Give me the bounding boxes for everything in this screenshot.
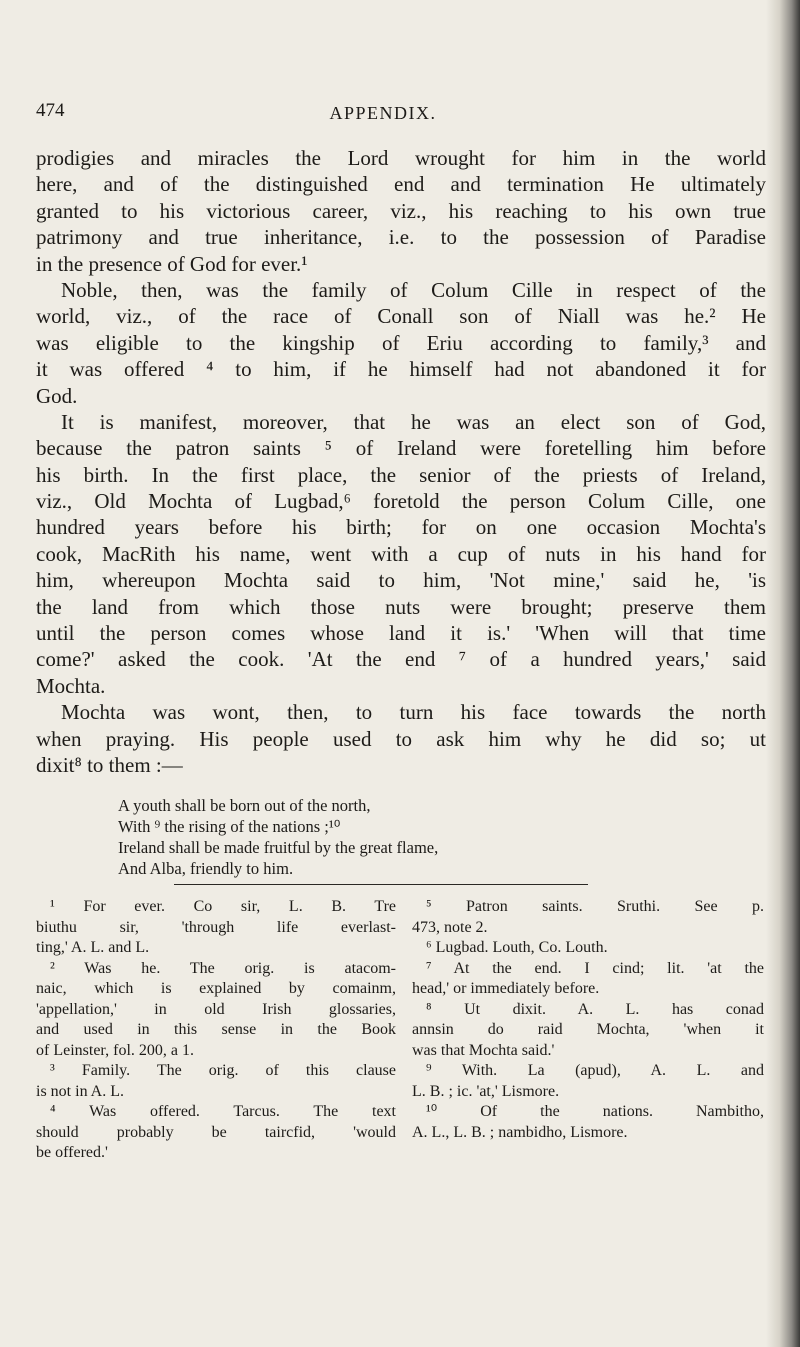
text-line: God. [36,383,78,408]
text-line: world, viz., of the race of Conall son of Niall was he.² He [36,304,766,329]
text-line: here, and of the distinguished end and termination He ultimately [36,172,766,197]
footnote-line: A. L., L. B. ; nambidho, Lismore. [412,1123,628,1141]
footnote-line: 473, note 2. [412,918,488,936]
footnote-line: ⁷ At the end. I cind; lit. 'at the [426,959,764,977]
page-number: 474 [36,100,65,121]
text-line: the land from which those nuts were brought; preserve them [36,594,766,619]
verse-line: And Alba, friendly to him. [118,859,294,878]
text-line: viz., Old Mochta of Lugbad,⁶ foretold the person Colum Cille, one [36,489,766,514]
footnote-line: L. B. ; ic. 'at,' Lismore. [412,1082,560,1100]
running-head: APPENDIX. [329,103,437,123]
footnote-line: is not in A. L. [36,1082,125,1100]
main-text [36,145,766,778]
verse-line: A youth shall be born out of the north, [118,796,371,815]
verse-line: Ireland shall be made fruitful by the great flame, [118,838,439,857]
footnote-rule [174,884,588,885]
footnote-line: should probably be taircfid, 'would [36,1123,396,1141]
footnote-line: ⁹ With. La (apud), A. L. and [426,1062,764,1079]
text-line: come?' asked the cook. 'At the end ⁷ of a hundred years,' said [36,647,766,672]
footnotes-right-column [412,897,764,1143]
text-line: was eligible to the kingship of Eriu according to family,³ and [36,330,766,355]
footnote-line: ³ Family. The orig. of this clause [50,1062,396,1079]
text-line: Mochta. [36,673,106,698]
text-line: hundred years before his birth; for on one occasion Mochta's [36,515,766,540]
text-line: it was offered ⁴ to him, if he himself had not abandoned it for [36,357,766,382]
text-line: cook, MacRith his name, went with a cup of nuts in his hand for [36,541,766,566]
text-line: until the person comes whose land it is.' 'When will that time [36,621,766,646]
footnote-line: ⁴ Was offered. Tarcus. The text [50,1103,396,1120]
text-line: It is manifest, moreover, that he was an elect son of God, [61,409,766,434]
text-line: Mochta was wont, then, to turn his face towards the north [61,700,766,725]
text-line: when praying. His people used to ask him why he did so; ut [36,726,766,751]
verse-block [118,795,718,879]
footnote-line: be offered.' [36,1144,108,1161]
text-line: granted to his victorious career, viz., his reaching to his own true [36,198,766,223]
footnote-line: biuthu sir, 'through life everlast- [36,918,396,936]
footnote-line: ² Was he. The orig. is atacom- [50,959,396,977]
footnote-line: ⁵ Patron saints. Sruthi. See p. [426,898,764,915]
text-line: in the presence of God for ever.¹ [36,251,308,276]
footnote-line: ⁸ Ut dixit. A. L. has conad [426,1000,764,1018]
text-line: Noble, then, was the family of Colum Cille in respect of the [61,277,766,302]
text-line: because the patron saints ⁵ of Ireland were foretelling him before [36,436,766,461]
footnote-line: ting,' A. L. and L. [36,939,150,956]
footnotes-left-column [36,897,396,1164]
verse-line: With ⁹ the rising of the nations ;¹⁰ [118,817,341,836]
footnote-line: was that Mochta said.' [412,1041,555,1059]
text-line: patrimony and true inheritance, i.e. to the possession of Paradise [36,225,766,250]
footnote-line: ¹⁰ Of the nations. Nambitho, [426,1103,764,1120]
text-line: prodigies and miracles the Lord wrought for him in the world [36,146,766,170]
footnote-line: head,' or immediately before. [412,980,600,997]
footnote-line: ⁶ Lugbad. Louth, Co. Louth. [426,939,608,956]
text-line: him, whereupon Mochta said to him, 'Not mine,' said he, 'is [36,568,766,593]
footnote-line: of Leinster, fol. 200, a 1. [36,1041,194,1059]
text-line: his birth. In the first place, the senior of the priests of Ireland, [36,462,766,487]
book-page-edge [766,0,800,1347]
text-line: dixit⁸ to them :— [36,752,183,777]
footnote-line: ¹ For ever. Co sir, L. B. Tre [50,898,396,915]
footnote-line: and used in this sense in the Book [36,1021,396,1038]
footnote-line: naic, which is explained by comainm, [36,980,396,997]
footnote-line: 'appellation,' in old Irish glossaries, [36,1000,396,1018]
footnote-line: annsin do raid Mochta, 'when it [412,1021,764,1038]
